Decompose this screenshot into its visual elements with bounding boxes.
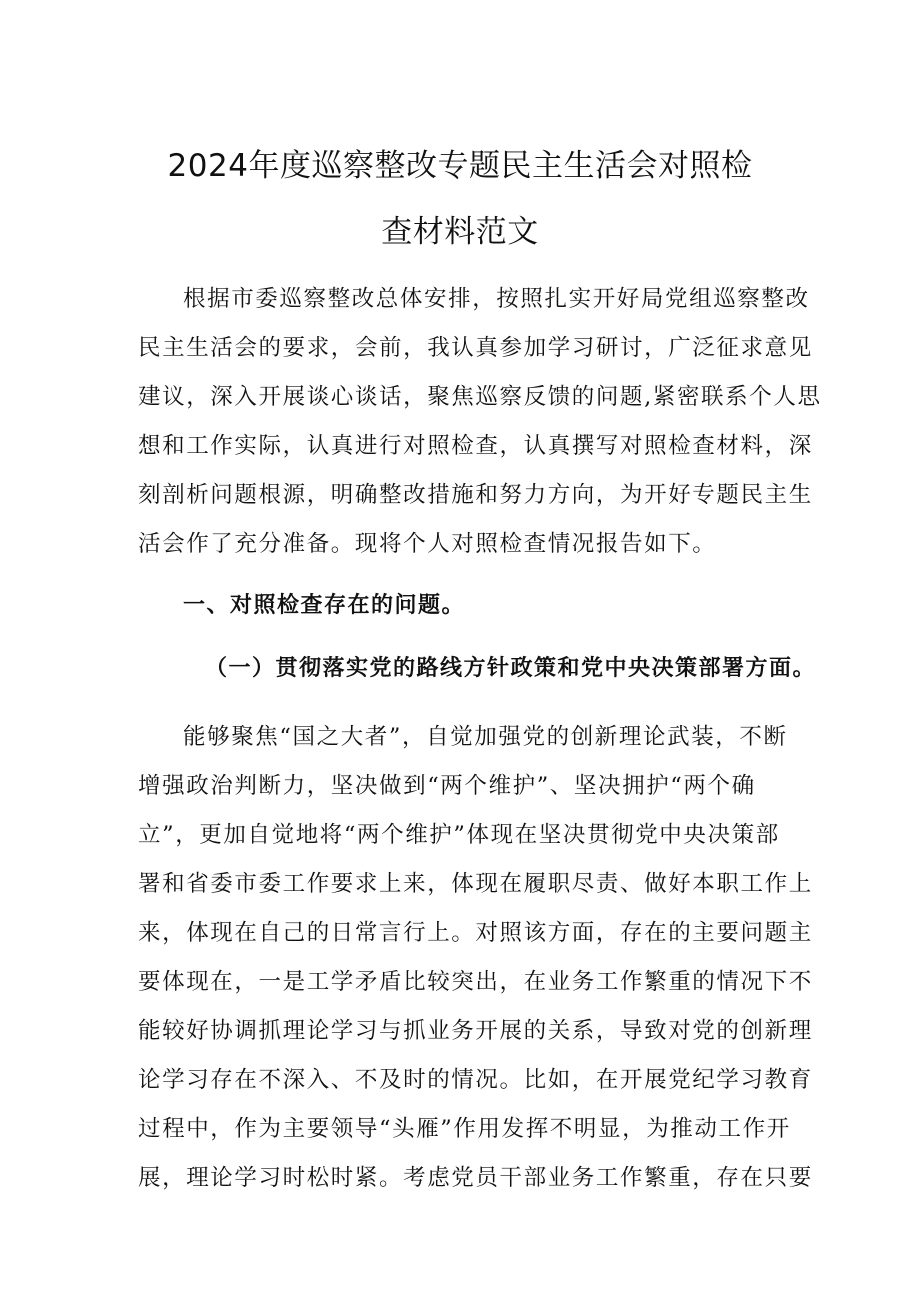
intro-paragraph-line: 想和工作实际，认真进行对照检查，认真撰写对照检查材料，深 [138, 433, 813, 459]
body-paragraph-line: 署和省委市委工作要求上来，体现在履职尽责、做好本职工作上 [138, 871, 813, 897]
body-paragraph-line: 能较好协调抓理论学习与抓业务开展的关系，导致对党的创新理 [138, 1018, 813, 1044]
document-title-line-1: 2024年度巡察整改专题民主生活会对照检 [167, 148, 753, 184]
body-paragraph-line: 展，理论学习时松时紧。考虑党员干部业务工作繁重，存在只要 [138, 1165, 813, 1191]
intro-paragraph-line: 刻剖析问题根源，明确整改措施和努力方向，为开好专题民主生 [138, 482, 813, 508]
body-paragraph-line: 论学习存在不深入、不及时的情况。比如，在开展党纪学习教育 [138, 1067, 813, 1093]
intro-paragraph-line: 根据市委巡察整改总体安排，按照扎实开好局党组巡察整改 [183, 286, 810, 312]
intro-paragraph-line: 活会作了充分准备。现将个人对照检查情况报告如下。 [138, 531, 717, 557]
intro-paragraph-line: 民主生活会的要求，会前，我认真参加学习研讨，广泛征求意见 [138, 335, 813, 361]
body-paragraph-line: 能够聚焦“国之大者”，自觉加强党的创新理论武装，不断 [183, 724, 788, 750]
section-heading: 一、对照检查存在的问题。 [183, 593, 466, 618]
body-paragraph-line: 立”，更加自觉地将“两个维护”体现在坚决贯彻党中央决策部 [138, 822, 780, 848]
subsection-heading: （一）贯彻落实党的路线方针政策和党中央决策部署方面。 [205, 656, 817, 681]
document-title-line-2: 查材料范文 [381, 214, 539, 250]
body-paragraph-line: 过程中，作为主要领导“头雁”作用发挥不明显，为推动工作开 [138, 1116, 791, 1142]
body-paragraph-line: 要体现在，一是工学矛盾比较突出，在业务工作繁重的情况下不 [138, 969, 813, 995]
body-paragraph-line: 来，体现在自己的日常言行上。对照该方面，存在的主要问题主 [138, 920, 813, 946]
body-paragraph-line: 增强政治判断力，坚决做到“两个维护”、坚决拥护“两个确 [138, 773, 756, 799]
intro-paragraph-line: 建议，深入开展谈心谈话，聚焦巡察反馈的问题,紧密联系个人思 [138, 384, 822, 410]
